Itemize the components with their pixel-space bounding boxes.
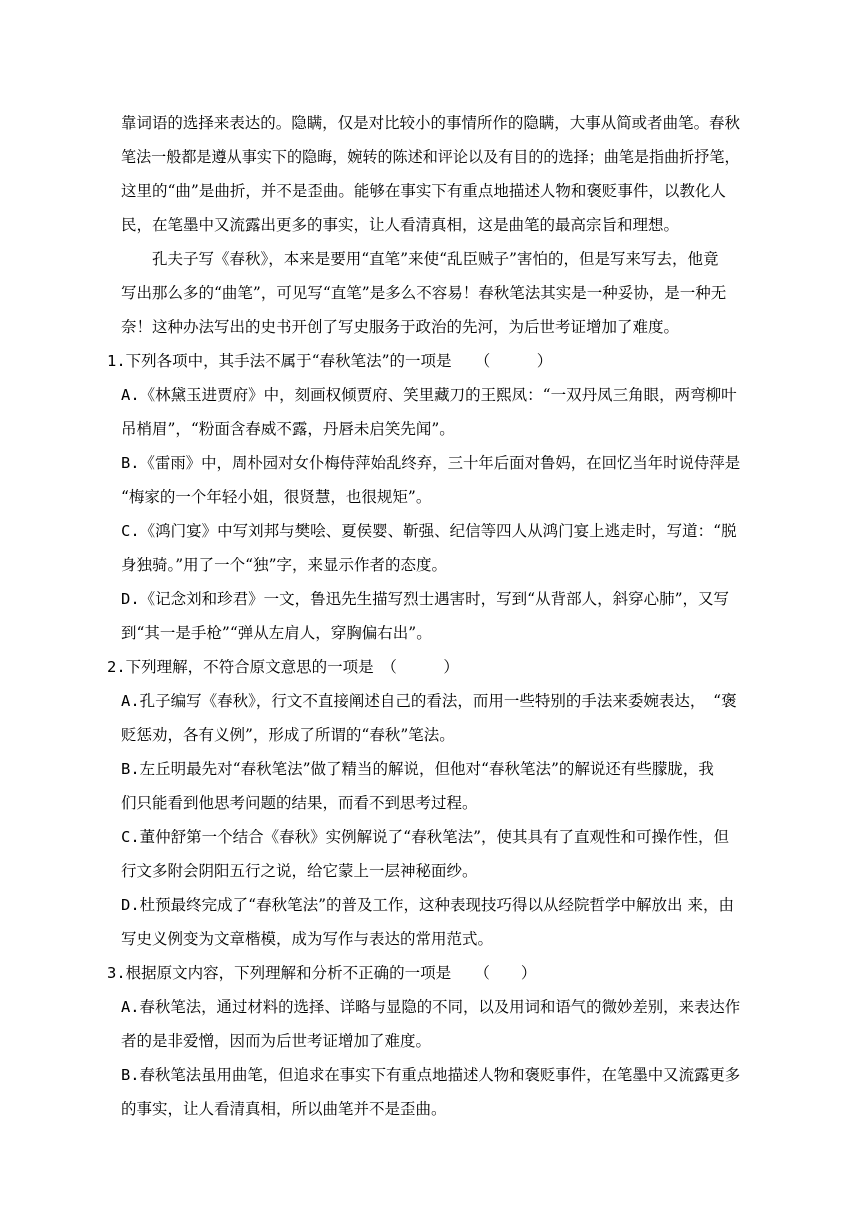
option-line xyxy=(121,588,729,610)
option-letter: A. xyxy=(121,692,140,710)
option-text: 春秋笔法虽用曲笔，但追求在事实下有重点地描述人物和褒贬事件，在笔墨中又流露更多 xyxy=(139,1066,741,1084)
option-line: 的事实，让人看清真相，所以曲笔并不是歪曲。 xyxy=(121,1100,447,1118)
option-line: “梅家的一个年轻小姐，很贤慧，也很规矩”。 xyxy=(121,488,432,506)
option-line: 身独骑。”用了一个“独”字，来显示作者的态度。 xyxy=(121,556,448,574)
question-1-stem xyxy=(107,350,552,372)
option-text: 孔子编写《春秋》，行文不直接阐述自己的看法，而用一些特别的手法来委婉表达， “褒 xyxy=(139,692,737,710)
passage-line: 孔夫子写《春秋》，本来是要用“直笔”来使“乱臣贼子”害怕的，但是写来写去，他竟 xyxy=(152,250,719,268)
option-line: 贬惩劝，各有义例”，形成了所谓的“春秋”笔法。 xyxy=(121,726,455,744)
passage-line: 奈！这种办法写出的史书开创了写史服务于政治的先河，为后世考证增加了难度。 xyxy=(121,318,680,336)
option-line xyxy=(121,690,737,712)
option-line xyxy=(121,520,737,542)
option-letter: D. xyxy=(121,590,140,608)
passage-line: 民，在笔墨中又流露出更多的事实，让人看清真相，这是曲笔的最高宗旨和理想。 xyxy=(121,216,680,234)
option-line: 到“其一是手枪”“弹从左肩人，穿胸偏右出”。 xyxy=(121,624,432,642)
option-text: 《雷雨》中，周朴园对女仆梅侍萍始乱终弃，三十年后面对鲁妈，在回忆当年时说侍萍是 xyxy=(139,454,741,472)
option-letter: B. xyxy=(121,760,140,778)
option-text: 《林黛玉进贾府》中，刻画权倾贾府、笑里藏刀的王熙凤：“一双丹凤三角眼，两弯柳叶 xyxy=(139,386,737,404)
passage-line: 这里的“曲”是曲折，并不是歪曲。能够在事实下有重点地描述人物和褒贬事件，以教化人 xyxy=(121,182,726,200)
option-text: 《鸿门宴》中写刘邦与樊哙、夏侯婴、靳强、纪信等四人从鸿门宴上逃走时，写道：“脱 xyxy=(139,522,737,540)
option-letter: B. xyxy=(121,454,140,472)
option-text: 杜预最终完成了“春秋笔法”的普及工作，这种表现技巧得以从经院哲学中解放出 来，由 xyxy=(139,896,734,914)
option-line: 者的是非爱憎，因而为后世考证增加了难度。 xyxy=(121,1032,432,1050)
passage-line: 笔法一般都是遵从事实下的隐晦，婉转的陈述和评论以及有目的的选择；曲笔是指曲折抒笔， xyxy=(121,148,740,166)
passage-line: 靠词语的选择来表达的。隐瞒，仅是对比较小的事情所作的隐瞒，大事从简或者曲笔。春秋 xyxy=(121,114,741,132)
option-text: 左丘明最先对“春秋笔法”做了精当的解说，但他对“春秋笔法”的解说还有些朦胧，我 xyxy=(139,760,714,778)
question-text: 根据原文内容，下列理解和分析不正确的一项是 （ ） xyxy=(125,964,537,982)
question-text: 下列理解，不符合原文意思的一项是 （ ） xyxy=(125,658,459,676)
option-line xyxy=(121,1064,740,1086)
option-line xyxy=(121,996,740,1018)
option-text: 春秋笔法，通过材料的选择、详略与显隐的不同，以及用词和语气的微妙差别，来表达作 xyxy=(139,998,741,1016)
option-letter: A. xyxy=(121,998,140,1016)
option-letter: C. xyxy=(121,522,140,540)
option-letter: B. xyxy=(121,1066,140,1084)
question-number: 2. xyxy=(107,658,126,676)
option-letter: A. xyxy=(121,386,140,404)
option-line: 吊梢眉”，“粉面含春威不露，丹唇未启笑先闻”。 xyxy=(121,420,455,438)
question-number: 3. xyxy=(107,964,126,982)
option-line xyxy=(121,894,734,916)
passage-line: 写出那么多的“曲笔”，可见写“直笔”是多么不容易！春秋笔法其实是一种妥协，是一种无 xyxy=(121,284,727,302)
option-line: 写史义例变为文章楷模，成为写作与表达的常用范式。 xyxy=(121,930,494,948)
option-letter: C. xyxy=(121,828,140,846)
option-line: 们只能看到他思考问题的结果，而看不到思考过程。 xyxy=(121,794,478,812)
option-line xyxy=(121,384,737,406)
option-line xyxy=(121,826,729,848)
option-letter: D. xyxy=(121,896,140,914)
option-text: 《记念刘和珍君》一文，鲁迅先生描写烈士遇害时，写到“从背部人，斜穿心肺”，又写 xyxy=(139,590,730,608)
option-line xyxy=(121,758,714,780)
option-line: 行文多附会阴阳五行之说，给它蒙上一层神秘面纱。 xyxy=(121,862,478,880)
question-number: 1. xyxy=(107,352,126,370)
question-3-stem xyxy=(107,962,536,984)
option-text: 董仲舒第一个结合《春秋》实例解说了“春秋笔法”，使其具有了直观性和可操作性，但 xyxy=(139,828,730,846)
option-line xyxy=(121,452,740,474)
question-text: 下列各项中，其手法不属于“春秋笔法”的一项是 （ ） xyxy=(125,352,553,370)
question-2-stem xyxy=(107,656,459,678)
